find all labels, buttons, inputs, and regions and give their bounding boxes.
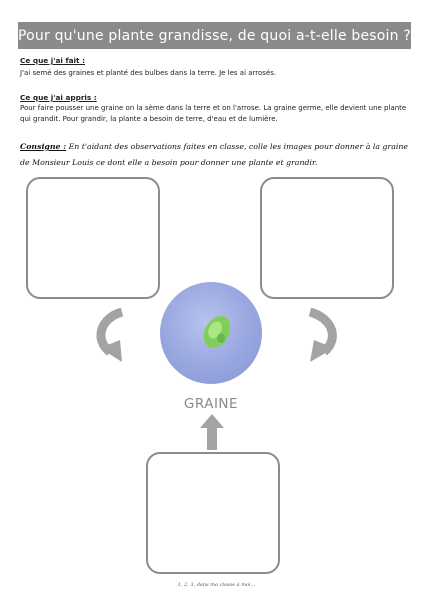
title-bar — [18, 22, 411, 49]
consigne-text: En t'aidant des observations faites en classe, colle les images pour donner à la graine de Monsieur Louis ce dont elle a besoin pour donner une plante et grandir. — [20, 142, 408, 167]
consigne — [20, 139, 415, 170]
section-text-done: J'ai semé des graines et planté des bulbes dans la terre. Je les ai arrosés. — [20, 69, 277, 77]
page-title: Pour qu'une plante grandisse, de quoi a-t-elle besoin ? — [18, 27, 412, 44]
curved-arrow-left-icon — [92, 306, 132, 368]
seed-photo — [160, 282, 262, 384]
image-box-left[interactable] — [26, 177, 160, 299]
image-box-bottom[interactable] — [146, 452, 280, 574]
section-heading-done: Ce que j'ai fait : — [20, 56, 85, 65]
consigne-label: Consigne : — [20, 142, 67, 151]
up-arrow-icon — [200, 414, 224, 450]
section-text-learned: Pour faire pousser une graine on la sème dans la terre et on l'arrose. La graine germe, elle devient une plante qui grandit. Pour grandir, la plante a besoin de terre, d'eau et de lumière. — [20, 104, 407, 123]
curved-arrow-right-icon — [298, 306, 342, 368]
footer: 1, 2, 3, dans ma classe à moi... — [177, 582, 256, 588]
section-heading-learned: Ce que j'ai appris : — [20, 93, 97, 102]
seed-label: GRAINE — [183, 396, 239, 412]
image-box-right[interactable] — [260, 177, 394, 299]
seed-icon — [160, 282, 262, 384]
